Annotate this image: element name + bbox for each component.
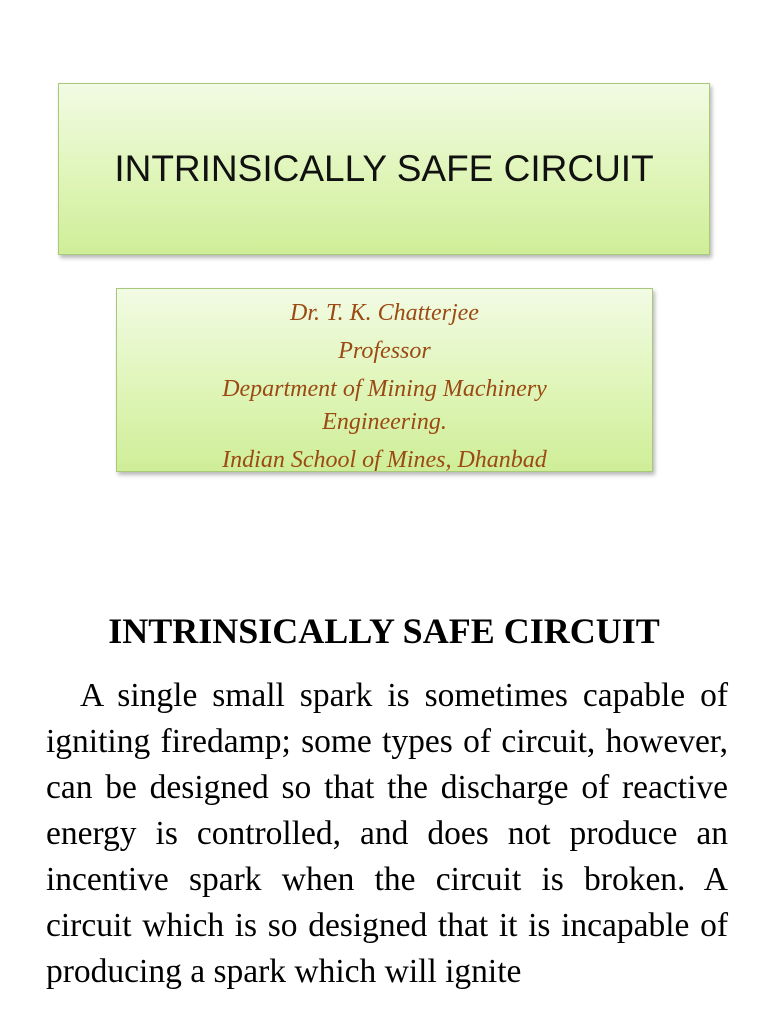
author-position: Professor — [338, 338, 431, 364]
section-heading: INTRINSICALLY SAFE CIRCUIT — [108, 611, 660, 651]
department-line-2: Engineering. — [322, 409, 447, 435]
institution: Indian School of Mines, Dhanbad — [222, 447, 547, 472]
document-section — [0, 596, 768, 1024]
body-paragraph: A single small spark is sometimes capable of igniting firedamp; some types of circuit, however, can be designed so that the discharge of reactive energy is controlled, and does not produce an incentive spark when the circuit is broken. A circuit which is so designed that it is incapable of producing a spark which will ignite — [46, 677, 728, 990]
department-line-1: Department of Mining Machinery — [222, 376, 547, 402]
slide-title: INTRINSICALLY SAFE CIRCUIT — [114, 148, 654, 189]
title-box — [58, 83, 710, 255]
author-info-box — [116, 288, 653, 472]
author-name: Dr. T. K. Chatterjee — [290, 300, 479, 326]
